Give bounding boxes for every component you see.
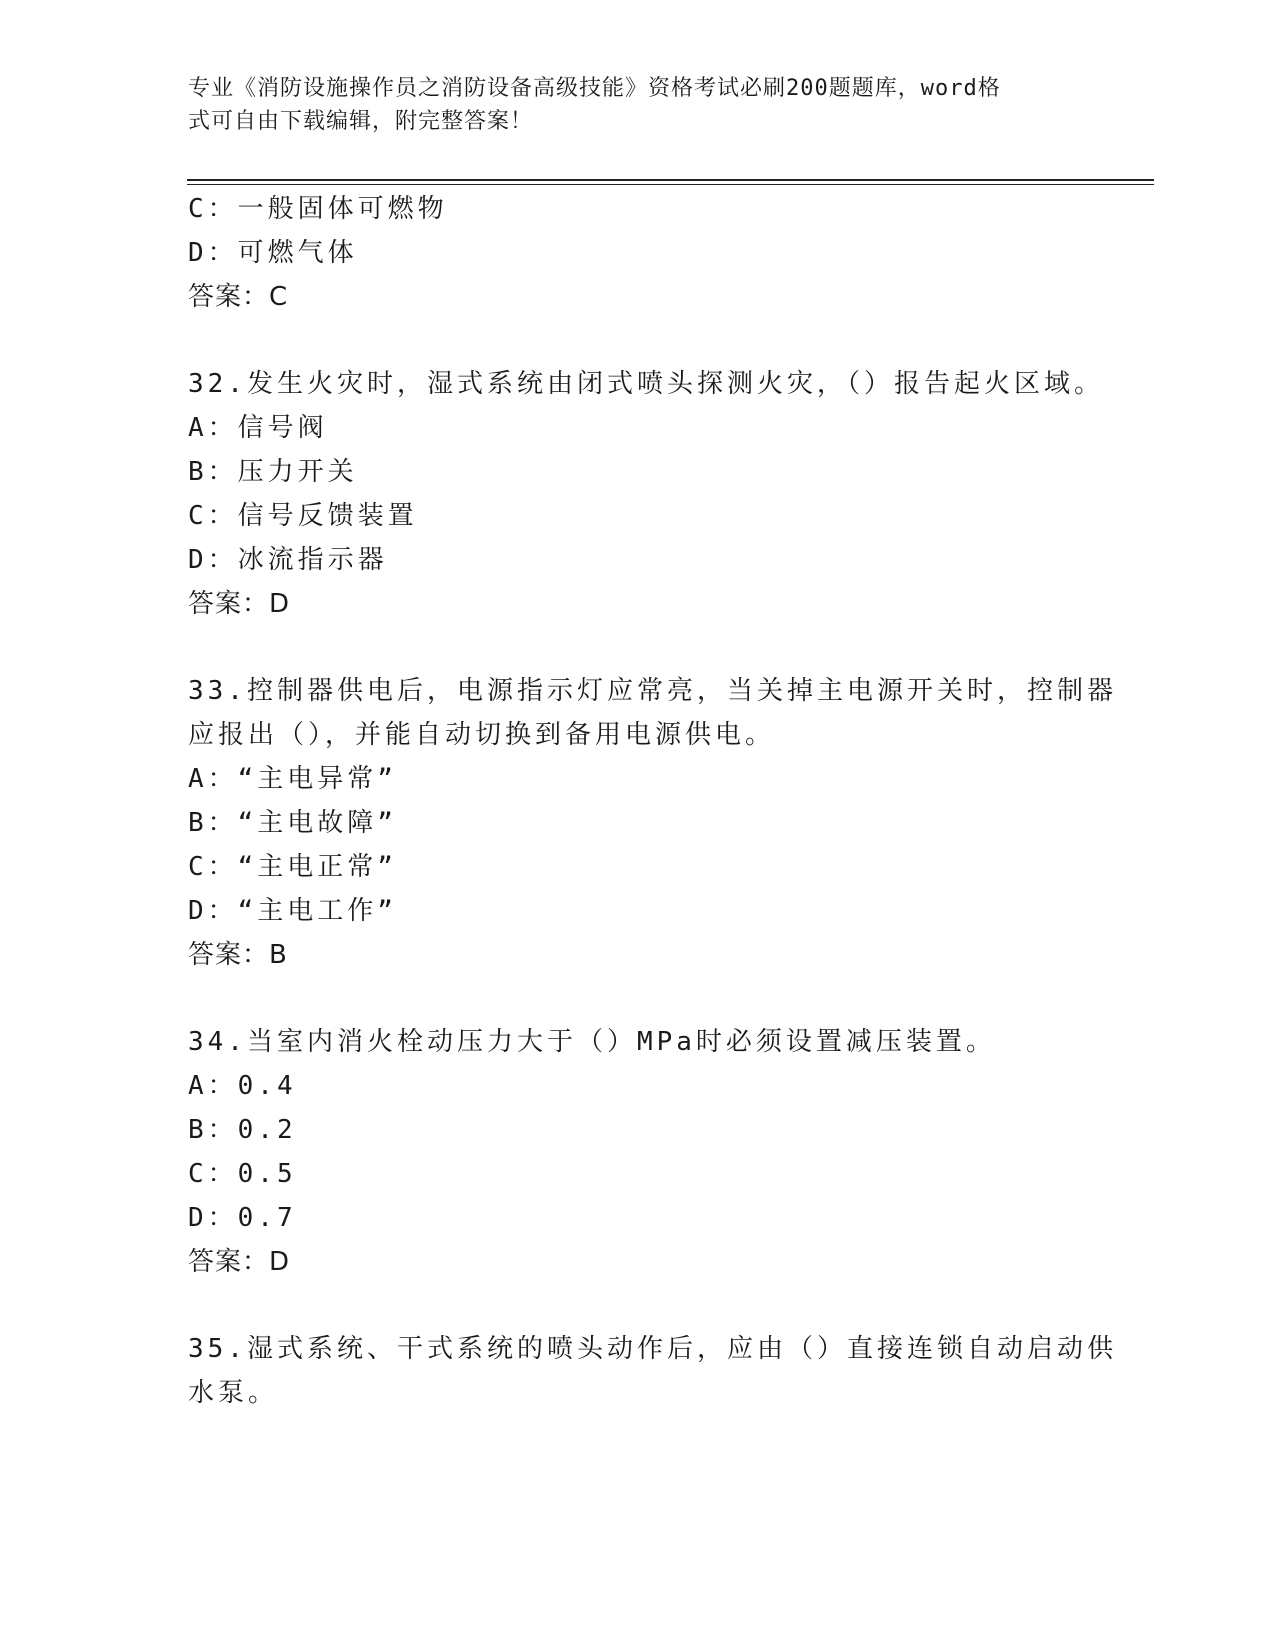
- q32-option-c: C：信号反馈装置: [188, 501, 418, 531]
- q34-option-c: C：0.5: [188, 1159, 297, 1189]
- q33-option-a: A：“主电异常”: [188, 764, 397, 794]
- q35-stem-line-2: 水泵。: [188, 1378, 279, 1408]
- q31-answer: 答案：C: [188, 282, 289, 312]
- header-title-line-1: 专业《消防设施操作员之消防设备高级技能》资格考试必刷200题题库，word格: [188, 76, 1001, 101]
- q33-stem-line-2: 应报出（），并能自动切换到备用电源供电。: [188, 720, 776, 750]
- q32-option-b: B：压力开关: [188, 457, 358, 487]
- q33-answer: 答案：B: [188, 940, 288, 970]
- q31-option-c: C：一般固体可燃物: [188, 194, 448, 224]
- q33-stem-line-1: 33.控制器供电后，电源指示灯应常亮，当关掉主电源开关时，控制器: [188, 676, 1117, 706]
- q32-stem: 32.发生火灾时，湿式系统由闭式喷头探测火灾，（）报告起火区域。: [188, 369, 1104, 399]
- q34-option-a: A：0.4: [188, 1071, 297, 1101]
- q33-option-c: C：“主电正常”: [188, 852, 397, 882]
- q32-answer: 答案：D: [188, 589, 291, 619]
- q35-stem-line-1: 35.湿式系统、干式系统的喷头动作后，应由（）直接连锁自动启动供: [188, 1334, 1117, 1364]
- header-title-line-2: 式可自由下载编辑，附完整答案！: [188, 109, 534, 134]
- q34-option-b: B：0.2: [188, 1115, 297, 1145]
- q32-option-a: A：信号阀: [188, 413, 328, 443]
- q34-stem: 34.当室内消火栓动压力大于（）MPa时必须设置减压装置。: [188, 1027, 996, 1057]
- q33-option-b: B：“主电故障”: [188, 808, 397, 838]
- q34-option-d: D：0.7: [188, 1203, 297, 1233]
- document-header: [188, 72, 1088, 138]
- header-divider: [187, 179, 1154, 185]
- q33-option-d: D：“主电工作”: [188, 896, 397, 926]
- q32-option-d: D：冰流指示器: [188, 545, 388, 575]
- q31-option-d: D：可燃气体: [188, 238, 358, 268]
- q34-answer: 答案：D: [188, 1247, 291, 1277]
